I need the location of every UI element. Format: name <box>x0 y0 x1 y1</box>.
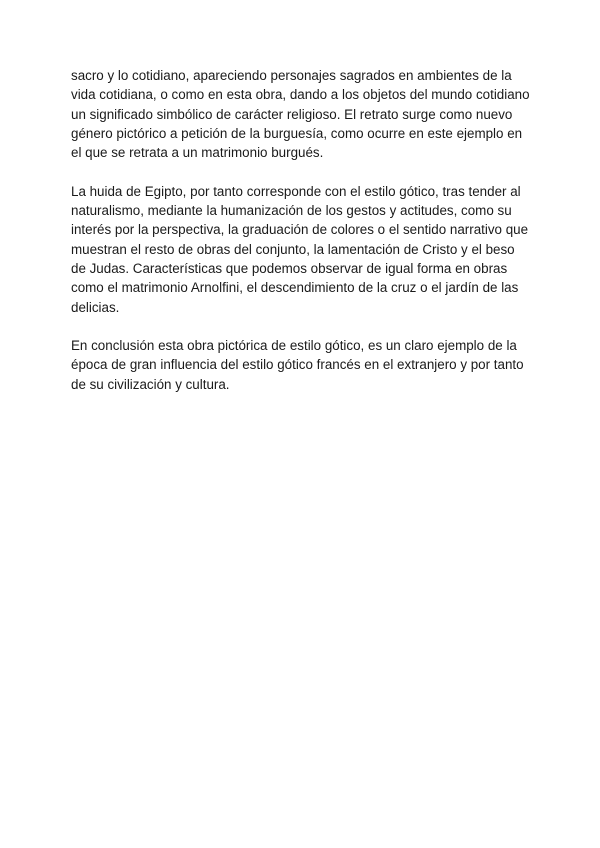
paragraph-2 <box>71 182 531 317</box>
text-line: época de gran influencia del estilo gótico francés en el extranjero y por tanto <box>71 357 524 373</box>
text-line: muestran el resto de obras del conjunto, la lamentación de Cristo y el beso <box>71 241 515 257</box>
text-line: el que se retrata a un matrimonio burgués. <box>71 145 324 161</box>
text-line: vida cotidiana, o como en esta obra, dando a los objetos del mundo cotidiano <box>71 87 530 103</box>
text-line: como el matrimonio Arnolfini, el descendimiento de la cruz o el jardín de las <box>71 280 519 296</box>
text-line: género pictórico a petición de la burguesía, como ocurre en este ejemplo en <box>71 125 523 141</box>
paragraph-3 <box>71 336 531 394</box>
text-line: La huida de Egipto, por tanto corresponde con el estilo gótico, tras tender al <box>71 183 521 199</box>
text-line: de su civilización y cultura. <box>71 376 230 392</box>
text-line: sacro y lo cotidiano, apareciendo personajes sagrados en ambientes de la <box>71 68 512 83</box>
text-line: naturalismo, mediante la humanización de los gestos y actitudes, como su <box>71 203 512 219</box>
text-line: de Judas. Características que podemos observar de igual forma en obras <box>71 260 508 276</box>
document-body <box>71 66 531 413</box>
paragraph-1 <box>71 66 531 162</box>
text-line: delicias. <box>71 299 120 315</box>
text-line: un significado simbólico de carácter religioso. El retrato surge como nuevo <box>71 106 513 122</box>
text-line: En conclusión esta obra pictórica de estilo gótico, es un claro ejemplo de la <box>71 338 517 354</box>
text-line: interés por la perspectiva, la graduación de colores o el sentido narrativo que <box>71 222 529 238</box>
